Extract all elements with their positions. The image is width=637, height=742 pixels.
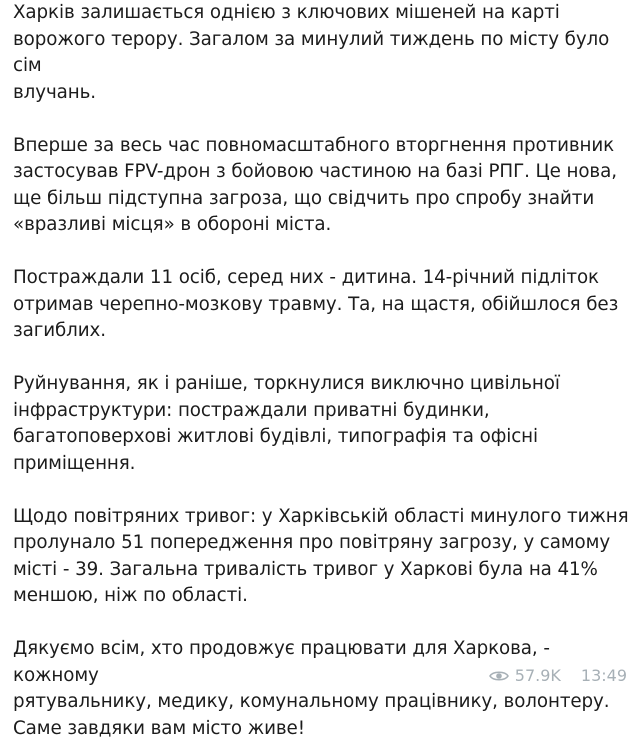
eye-icon bbox=[489, 669, 509, 683]
paragraph-gap bbox=[13, 106, 631, 133]
paragraph-gap bbox=[13, 610, 631, 637]
message-paragraph-3: Постраждали 11 осіб, серед них - дитина. 14-річний підліток отримав черепно-мозкову травму. Та, на щастя, обійшлося без загиблих. bbox=[13, 267, 619, 341]
message-paragraph-2: Вперше за весь час повномасштабного вторгнення противник застосував FPV-дрон з бойовою частиною на базі РПГ. Це нова, ще більш підступна загроза, що свідчить про спробу знайти «вразливі місця» в обороні міста. bbox=[13, 134, 617, 235]
paragraph-gap bbox=[13, 477, 631, 504]
message-bubble bbox=[13, 0, 631, 742]
paragraph-gap bbox=[13, 239, 631, 266]
paragraph-gap bbox=[13, 345, 631, 372]
view-count: 57.9K bbox=[514, 666, 561, 685]
message-paragraph-4: Руйнування, як і раніше, торкнулися виключно цивільної інфраструктури: постраждали приватні будинки, багатоповерхові житлові будівлі, типографія та офісні приміщення. bbox=[13, 373, 560, 474]
message-paragraph-5: Щодо повітряних тривог: у Харківській області минулого тижня пролунало 51 попередження про повітряну загрозу, у самому місті - 39. Загальна тривалість тривог у Харкові була на 41% меншою, ніж по області. bbox=[13, 505, 629, 606]
message-meta bbox=[489, 666, 627, 685]
message-time: 13:49 bbox=[580, 666, 627, 685]
message-paragraph-6: Дякуємо всім, хто продовжує працювати для Харкова, - кожному рятувальнику, медику, комунальному працівнику, волонтеру. Саме завдяки вам місто живе! bbox=[13, 638, 610, 739]
message-paragraph-1: Харків залишається однією з ключових мішеней на карті ворожого терору. Загалом за минулий тиждень по місту було сім влучань. bbox=[13, 2, 610, 103]
